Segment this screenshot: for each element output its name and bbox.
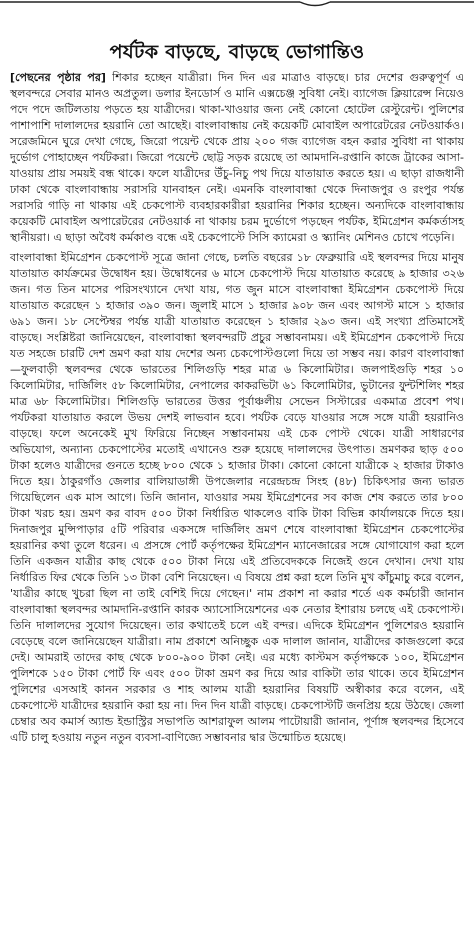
continued-from-back-page-label: [পেছনের পৃষ্ঠার পর] — [10, 71, 106, 84]
top-decorative-rule — [0, 0, 474, 12]
article-headline: পর্যটক বাড়ছে, বাড়ছে ভোগান্তিও — [109, 41, 365, 63]
article-body — [10, 70, 464, 750]
article-paragraph-2: বাংলাবান্ধা ইমিগ্রেশন চেকপোস্ট সূত্রে জানা গেছে, চলতি বছরের ১৮ ফেব্রুয়ারি এই স্থলবন্দর দিয়ে মানুষ যাতায়াত কার্যক্রমের উদ্বোধন হয়। উদ্বোধনের ৬ মাসে চেকপোস্ট দিয়ে যাতায়াত করেছে ৯ হাজার ৩২৬ জন। গত তিন মাসের পরিসংখ্যানে দেখা যায়, গত জুন মাসে বাংলাবান্ধা ইমিগ্রেশন চেকপোস্ট দিয়ে যাতায়াত করেছেন ১ হাজার ৩৯০ জন। জুলাই মাসে ১ হাজার ৯০৮ জন এবং আগস্ট মাসে ১ হাজার ৬৯১ জন। ১৮ সেপ্টেম্বর পর্যন্ত যাত্রী যাতায়াত করেছেন ১ হাজার ২৯৩ জন। এই সংখ্যা প্রতিমাসেই বাড়ছে। সংশ্লিষ্টরা জানিয়েছেন, বাংলাবান্ধা স্থলবন্দরটি প্রচুর সম্ভাবনাময়। এই ইমিগ্রেশন চেকপোস্ট দিয়ে যত সহজে চারটি দেশ ভ্রমণ করা যায় দেশের অন্য চেকপোস্টগুলো দিয়ে তা সম্ভব নয়। কারণ বাংলাবান্ধা—ফুলবাড়ী স্থলবন্দর থেকে ভারতের শিলিগুড়ি শহর মাত্র ৬ কিলোমিটার। জলপাইগুড়ি শহর ১০ কিলোমিটার, দার্জিলিং ৫৮ কিলোমিটার, নেপালের কাকরভিটা ৬১ কিলোমিটার, ভুটানের ফুন্টশিলিং শহর মাত্র ৬৮ কিলোমিটার। শিলিগুড়ি ভারতের উত্তর পূর্বাঞ্চলীয় সেভেন সিস্টারের একমাত্র প্রবেশ পথ। পর্যটকরা যাতায়াত করলে উভয় দেশই লাভবান হবে। পর্যটক বেড়ে যাওয়ার সঙ্গে সঙ্গে যাত্রী হয়রানিও বাড়ছে। ফলে অনেকেই মুখ ফিরিয়ে নিচ্ছেন সম্ভাবনাময় এই চেক পোস্ট থেকে। যাত্রী সাধারণের অভিযোগ, অন্যান্য চেকপোস্টের মতোই এখানেও শুরু হয়েছে দালালদের উৎপাত। ভ্রমণকর ছাড় ৫০০ টাকা হলেও যাত্রীদের গুনতে হচ্ছে ৮০০ থেকে ১ হাজার টাকা। কোনো কোনো যাত্রীকে ২ হাজার টাকাও দিতে হয়। ঠাকুরগাঁও জেলার বালিয়াডাঙ্গী উপজেলার নরেন্দ্রচন্দ্র সিংহ (৪৮) চিকিৎসার জন্য ভারত গিয়েছিলেন এক মাস আগে। তিনি জানান, যাওয়ার সময় ইমিগ্রেশনের সব কাজ শেষ করতে তার ৮০০ টাকা খরচ হয়। ভ্রমণ কর বাবদ ৫০০ টাকা নির্ধারিত থাকলেও বাকি টাকা বিভিন্ন কার্যালয়কে দিতে হয়। দিনাজপুর মুন্সিপাড়ার ৫টি পরিবার একসঙ্গে দার্জিলিং ভ্রমণ শেষে বাংলাবান্ধা ইমিগ্রেশন চেকপোস্টের হয়রানির কথা তুলে ধরেন। এ প্রসঙ্গে পোর্ট কর্তৃপক্ষের ইমিগ্রেশন ম্যানেজারের সঙ্গে যোগাযোগ করা হলে তিনি একজন যাত্রীর কাছ থেকে ৫০০ টাকা নিয়ে এই প্রতিবেদককে নিজেই গুনে দেখান। দেখা যায় নির্ধারিত ফির থেকে তিনি ১৩ টাকা বেশি নিয়েছেন। এ বিষয়ে প্রশ্ন করা হলে তিনি মুখ কাঁচুমাচু করে বলেন, 'যাত্রীর কাছে খুচরা ছিল না তাই বেশিই দিয়ে গেছেন।' নাম প্রকাশ না করার শর্তে এক কর্মচারী জানান বাংলাবান্ধা স্থলবন্দর আমদানি-রপ্তানি কারক অ্যাসোসিয়েশনের এক নেতার ইশারায় চলছে এই চেকপোস্ট। তিনি দালালদের সুযোগ দিয়েছেন। তার কথাতেই চলে এই বন্দর। এদিকে ইমিগ্রেশন পুলিশেরও হয়রানি বেড়েছে বলে জানিয়েছেন যাত্রীরা। নাম প্রকাশে অনিচ্ছুক এক দালাল জানান, যাত্রীদের কাজগুলো করে দেই। আমরাই তাদের কাছ থেকে ৮০০-৯০০ টাকা নেই। এর মধ্যে কাস্টমস কর্তৃপক্ষকে ১০০, ইমিগ্রেশন পুলিশকে ১৫০ টাকা পোর্ট ফি এবং ৫০০ টাকা ভ্রমণ কর দিয়ে আর বাকিটা তার থাকে। তবে ইমিগ্রেশন পুলিশের এসআই কানন সরকার ও শাহ আলম যাত্রী হয়রানির বিষয়টি অস্বীকার করে বলেন, এই চেকপোস্টে যাত্রীদের হয়রানি করা হয় না। দিন দিন যাত্রী বাড়ছে। চেকপোস্টটি জনপ্রিয় হয়ে উঠছে। জেলা চেম্বার অব কমার্স অ্যান্ড ইন্ডাস্ট্রির সভাপতি আশরাফুল আলম পাটোয়ারী জানান, পূর্ণাঙ্গ স্থলবন্দর হিসেবে এটি চালু হওয়ায় নতুন নতুন ব্যবসা-বাণিজ্যে সম্ভাবনার দ্বার উন্মোচিত হয়েছে। — [10, 251, 464, 744]
article-paragraph-1 — [10, 70, 464, 246]
paragraph-1-text: শিকার হচ্ছেন যাত্রীরা। দিন দিন এর মাত্রাও বাড়ছে। চার দেশের গুরুত্বপূর্ণ এ স্থলবন্দরে সেবার মানও অপ্রতুল। ডলার ইনডোর্স ও মানি এক্সচেঞ্জ সুবিধা নেই। ব্যাগেজ ক্লিয়ারেন্স নিয়েও পদে পদে জটিলতায় পড়তে হয় যাত্রীদের। থাকা-খাওয়ার জন্য নেই কোনো হোটেল রেস্টুরেন্ট। পুলিশের পাশাপাশি দালালদের হয়রানি তো আছেই। বাংলাবান্ধায় নেই কয়েকটি মোবাইল অপারেটরের নেটওয়ার্কও। সরেজমিনে ঘুরে দেখা গেছে, জিরো পয়েন্ট থেকে প্রায় ২০০ গজ ব্যাগেজ বহন করার সুবিধা না থাকায় দুর্ভোগ পোহাচ্ছেন পর্যটকরা। জিরো পয়েন্টে ছোট্ট সড়ক রয়েছে তা আমদানি-রপ্তানি কাজে ট্রাকের আসা-যাওয়ায় প্রায় সময়ই বন্ধ থাকে। ফলে যাত্রীদের উঁচু-নিচু পথ দিয়ে যাতায়াত করতে হয়। এ ছাড়া রাজধানী ঢাকা থেকে বাংলাবান্ধায় সরাসরি যানবাহন নেই। এমনকি বাংলাবান্ধা থেকে দিনাজপুর ও রংপুর পর্যন্ত সরাসরি গাড়ি না থাকায় এই চেকপোস্ট ব্যবহারকারীরা হয়রানির শিকার হচ্ছেন। অন্যদিকে বাংলাবান্ধায় কয়েকটি মোবাইল অপারেটরের নেটওয়ার্ক না থাকায় চরম দুর্ভোগে পড়ছেন পর্যটক, ইমিগ্রেশন কর্মকর্তাসহ স্থানীয়রা। এ ছাড়া অবৈধ কর্মকাণ্ড বন্ধে এই চেকপোস্টে সিসি ক্যামেরা ও স্ক্যানিং মেশিনও চোখে পড়েনি। — [10, 71, 464, 244]
